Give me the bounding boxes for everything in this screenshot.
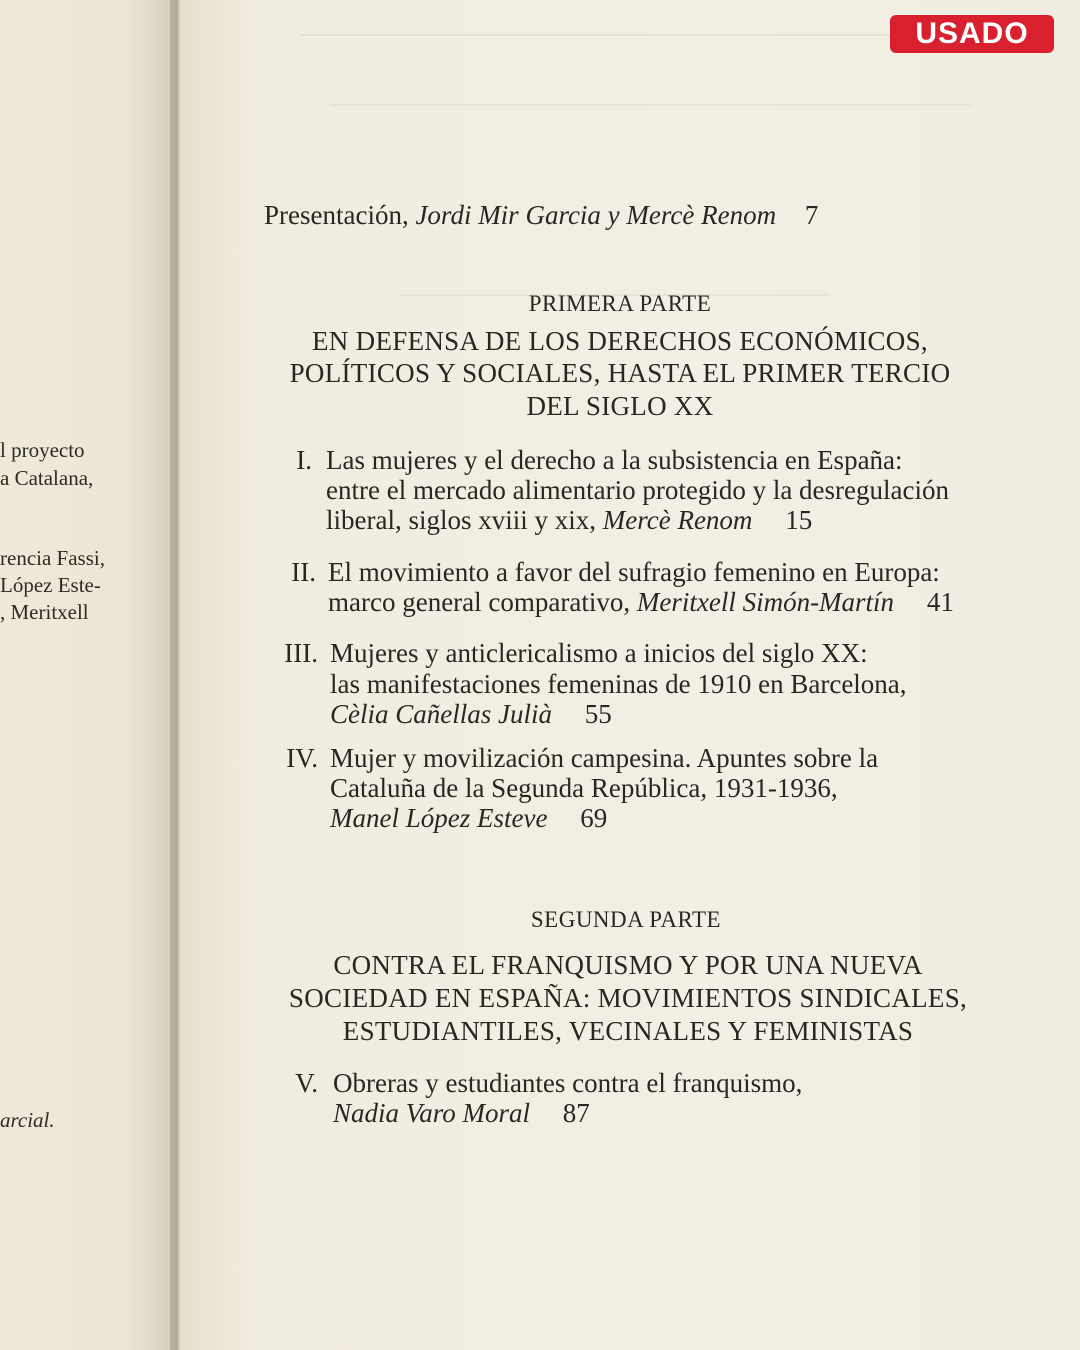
show-through-decoration bbox=[300, 10, 900, 36]
used-badge: USADO bbox=[890, 15, 1054, 53]
chapter-numeral: II. bbox=[291, 557, 316, 587]
chapter-author: Meritxell Simón-Martín bbox=[636, 587, 895, 617]
chapter-author: Manel López Esteve bbox=[330, 803, 548, 833]
chapter-last-line bbox=[330, 803, 607, 834]
chapter-numeral: V. bbox=[295, 1068, 318, 1098]
chapter-title-line: El movimiento a favor del sufragio femenino en Europa: bbox=[328, 557, 940, 587]
left-page-text: López Este- bbox=[0, 573, 101, 597]
part-title-line: ESTUDIANTILES, VECINALES Y FEMINISTAS bbox=[342, 1016, 914, 1046]
page-number: 15 bbox=[785, 505, 813, 535]
part-label-segunda: SEGUNDA PARTE bbox=[530, 907, 722, 932]
chapter-last-line bbox=[328, 587, 954, 618]
left-page-text: arcial. bbox=[0, 1108, 55, 1132]
page-number: 87 bbox=[562, 1098, 590, 1128]
left-page-text: , Meritxell bbox=[0, 600, 89, 624]
part-title-line: DEL SIGLO XX bbox=[526, 391, 714, 421]
presentacion-authors: Jordi Mir Garcia y Mercè Renom bbox=[415, 200, 777, 230]
part-title-line: SOCIEDAD EN ESPAÑA: MOVIMIENTOS SINDICALES, bbox=[288, 983, 968, 1013]
left-page-text: l proyecto bbox=[0, 438, 85, 462]
chapter-author: Cèlia Cañellas Julià bbox=[330, 699, 552, 729]
chapter-title-line: Cataluña de la Segunda República, 1931-1936, bbox=[330, 773, 838, 803]
part-title-line: CONTRA EL FRANQUISMO Y POR UNA NUEVA bbox=[333, 950, 923, 980]
chapter-title-line: Mujer y movilización campesina. Apuntes sobre la bbox=[330, 743, 879, 773]
chapter-numeral: III. bbox=[284, 638, 318, 668]
chapter-author: Mercè Renom bbox=[602, 505, 753, 535]
chapter-title-line: Obreras y estudiantes contra el franquismo, bbox=[333, 1068, 803, 1098]
chapter-numeral: IV. bbox=[286, 743, 318, 773]
presentacion-label: Presentación, bbox=[264, 200, 409, 230]
page-number: 41 bbox=[926, 587, 954, 617]
chapter-title-line: las manifestaciones femeninas de 1910 en Barcelona, bbox=[330, 669, 907, 699]
chapter-title-line: Mujeres y anticlericalismo a inicios del siglo XX: bbox=[330, 638, 868, 668]
chapter-last-line bbox=[333, 1098, 590, 1129]
chapter-numeral: I. bbox=[296, 445, 312, 475]
chapter-last-line bbox=[330, 699, 612, 730]
chapter-author: Nadia Varo Moral bbox=[333, 1098, 531, 1128]
left-page-text: rencia Fassi, bbox=[0, 546, 105, 570]
chapter-title-line: liberal, siglos xviii y xix, bbox=[326, 505, 596, 535]
left-page-text: a Catalana, bbox=[0, 466, 94, 490]
chapter-title-line: marco general comparativo, bbox=[328, 587, 631, 617]
page-number: 55 bbox=[584, 699, 612, 729]
page-number: 69 bbox=[580, 803, 608, 833]
page-number: 7 bbox=[804, 200, 819, 230]
part-title-line: EN DEFENSA DE LOS DERECHOS ECONÓMICOS, bbox=[312, 326, 928, 356]
chapter-title-line: Las mujeres y el derecho a la subsistencia en España: bbox=[326, 445, 903, 475]
show-through-decoration bbox=[330, 80, 970, 106]
left-page bbox=[0, 0, 178, 1350]
part-title-line: POLÍTICOS Y SOCIALES, HASTA EL PRIMER TERCIO bbox=[289, 358, 951, 388]
chapter-last-line bbox=[326, 505, 812, 536]
chapter-title-line: entre el mercado alimentario protegido y la desregulación bbox=[326, 475, 949, 505]
part-label-primera: PRIMERA PARTE bbox=[528, 291, 712, 316]
toc-presentacion bbox=[264, 200, 818, 231]
